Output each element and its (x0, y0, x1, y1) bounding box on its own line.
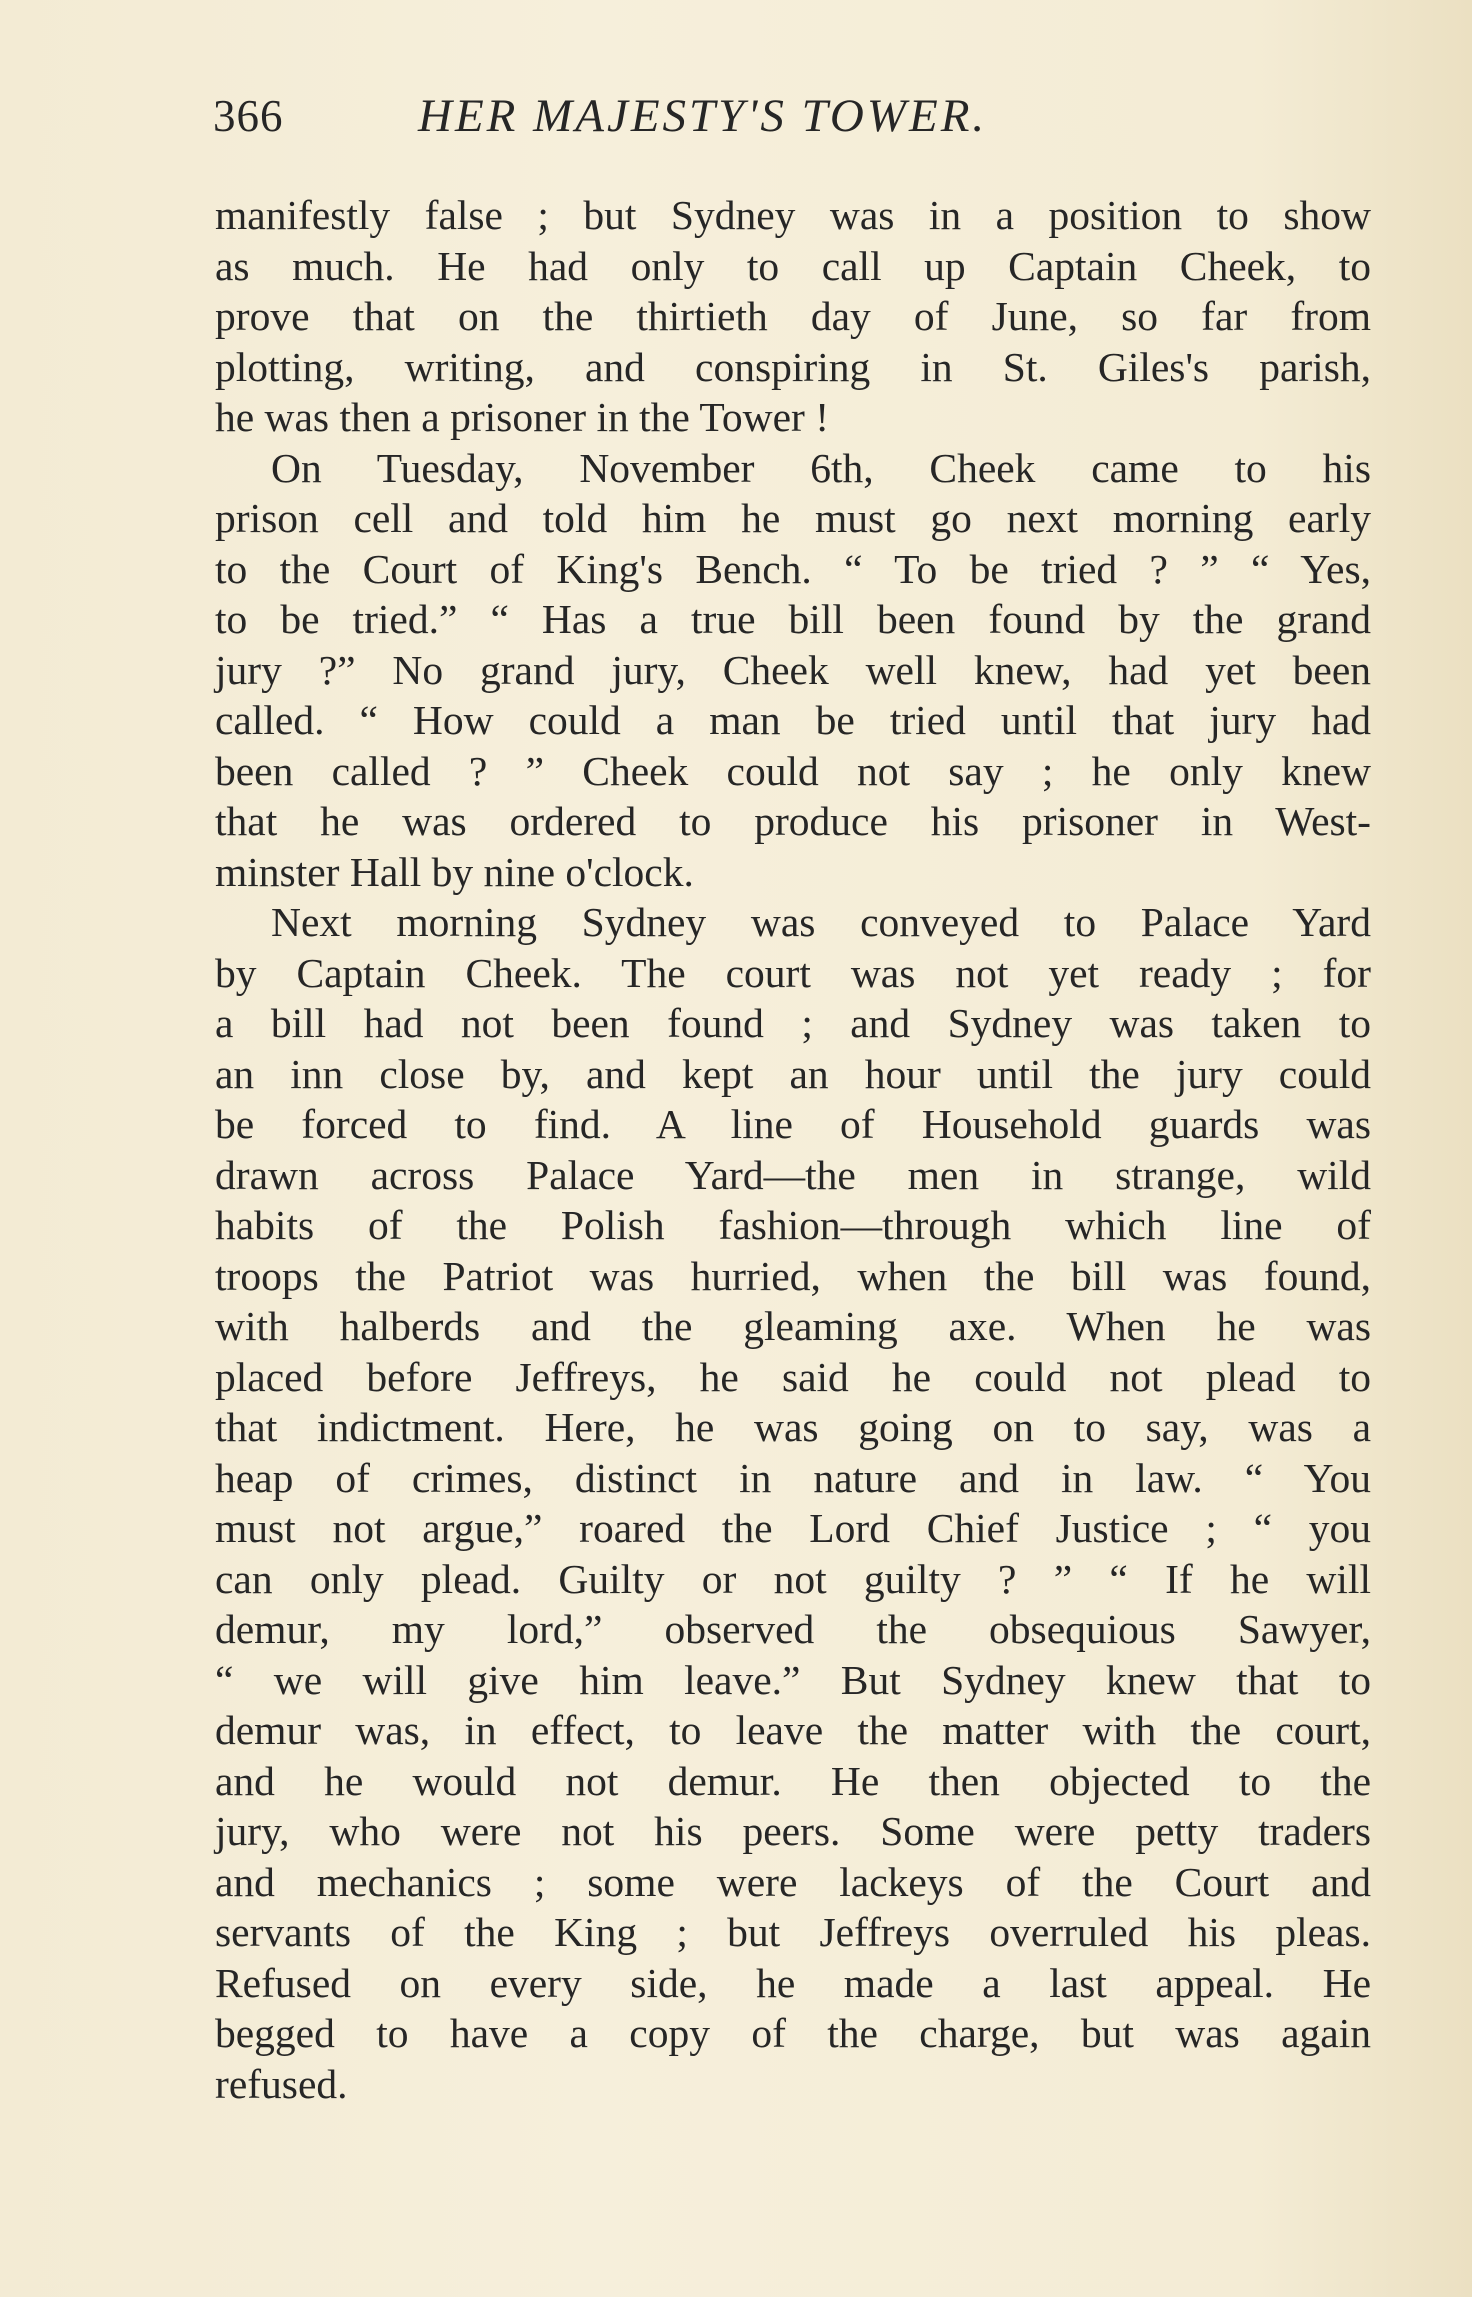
text-line: servants of the King ; but Jeffreys overruled his pleas. (215, 1909, 1371, 1955)
text-line: called. “ How could a man be tried until that jury had (215, 697, 1371, 743)
text-line: he was then a prisoner in the Tower ! (215, 394, 830, 440)
text-line: prison cell and told him he must go next morning early (215, 495, 1371, 541)
text-line: demur was, in effect, to leave the matter with the court, (215, 1707, 1371, 1753)
text-line: as much. He had only to call up Captain Cheek, to (215, 242, 1371, 289)
text-line: be forced to find. A line of Household guards was (215, 1101, 1371, 1147)
text-line: manifestly false ; but Sydney was in a position to show (215, 192, 1371, 238)
text-line: prove that on the thirtieth day of June, so far from (215, 293, 1371, 339)
text-line: jury, who were not his peers. Some were petty traders (215, 1808, 1371, 1854)
text-line: troops the Patriot was hurried, when the bill was found, (215, 1252, 1371, 1299)
text-line: that indictment. Here, he was going on to say, was a (215, 1404, 1371, 1450)
text-line: demur, my lord,” observed the obsequious Sawyer, (215, 1606, 1371, 1652)
page-header (213, 86, 1173, 146)
text-line: plotting, writing, and conspiring in St. Giles's parish, (215, 343, 1371, 390)
text-line: placed before Jeffreys, he said he could not plead to (215, 1353, 1371, 1400)
text-line: “ we will give him leave.” But Sydney knew that to (215, 1656, 1371, 1703)
text-line: must not argue,” roared the Lord Chief Justice ; “ you (215, 1505, 1371, 1551)
text-line: an inn close by, and kept an hour until the jury could (215, 1050, 1371, 1097)
text-line: On Tuesday, November 6th, Cheek came to his (271, 444, 1371, 491)
text-line: to be tried.” “ Has a true bill been found by the grand (215, 596, 1371, 642)
text-line: begged to have a copy of the charge, but was again (215, 2010, 1371, 2056)
text-line: Refused on every side, he made a last appeal. He (215, 1959, 1371, 2006)
text-line: jury ?” No grand jury, Cheek well knew, had yet been (215, 646, 1371, 693)
text-line: been called ? ” Cheek could not say ; he only knew (215, 747, 1371, 794)
text-line: and he would not demur. He then objected to the (215, 1757, 1371, 1804)
page-number: 366 (213, 91, 284, 141)
text-line: heap of crimes, distinct in nature and in law. “ You (215, 1454, 1371, 1501)
text-line: minster Hall by nine o'clock. (215, 848, 694, 895)
text-line: that he was ordered to produce his prisoner in West- (215, 798, 1371, 844)
text-line: and mechanics ; some were lackeys of the Court and (215, 1858, 1371, 1905)
text-line: to the Court of King's Bench. “ To be tried ? ” “ Yes, (215, 545, 1371, 592)
text-line: refused. (215, 2060, 348, 2107)
text-line: drawn across Palace Yard—the men in strange, wild (215, 1151, 1371, 1198)
text-line: Next morning Sydney was conveyed to Palace Yard (271, 899, 1371, 945)
text-line: can only plead. Guilty or not guilty ? ” “ If he will (215, 1555, 1371, 1602)
text-line: with halberds and the gleaming axe. When he was (215, 1303, 1371, 1349)
text-line: a bill had not been found ; and Sydney was taken to (215, 1000, 1371, 1046)
text-line: habits of the Polish fashion—through which line of (215, 1202, 1371, 1248)
running-title: HER MAJESTY'S TOWER. (418, 90, 988, 142)
text-line: by Captain Cheek. The court was not yet ready ; for (215, 949, 1371, 996)
